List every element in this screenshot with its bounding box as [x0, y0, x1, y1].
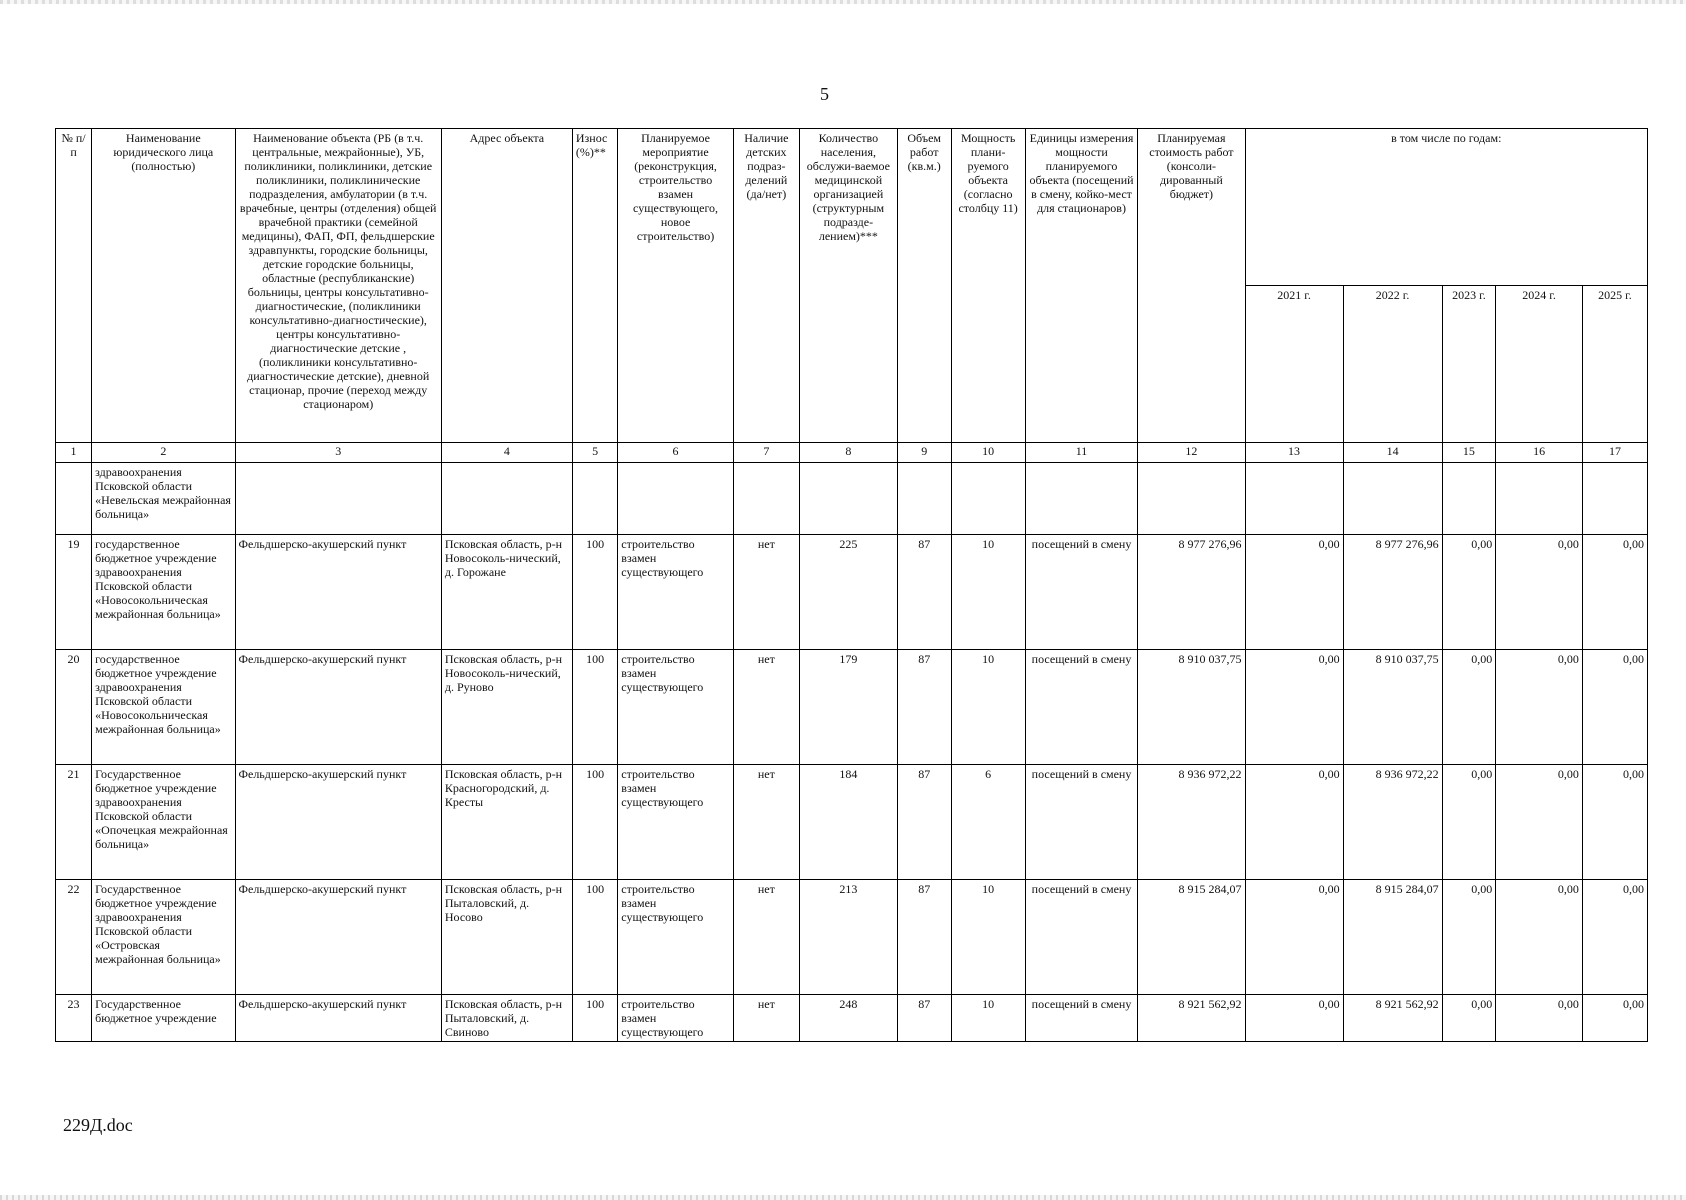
header-year-2022: 2022 г. — [1343, 286, 1442, 443]
cost-2021: 0,00 — [1245, 650, 1343, 765]
header-row — [56, 129, 1648, 286]
object-name: Фельдшерско-акушерский пункт — [235, 880, 441, 995]
children-units: нет — [733, 650, 799, 765]
row-index: 19 — [56, 535, 92, 650]
population-served: 225 — [799, 535, 897, 650]
cost-2025: 0,00 — [1582, 535, 1647, 650]
header-year-2024: 2024 г. — [1496, 286, 1583, 443]
column-number: 10 — [951, 443, 1025, 463]
planned-event: строительство взамен существующего — [618, 995, 734, 1042]
column-number: 8 — [799, 443, 897, 463]
column-number-row — [56, 443, 1648, 463]
work-volume: 87 — [897, 765, 951, 880]
entity-name: Государственное бюджетное учреждение здравоохранения Псковской области «Опочецкая межрайонная больница» — [92, 765, 235, 880]
cost-2024: 0,00 — [1496, 535, 1583, 650]
capacity: 10 — [951, 880, 1025, 995]
entity-name: Государственное бюджетное учреждение здравоохранения Псковской области «Островская межрайонная больница» — [92, 880, 235, 995]
cost-2022: 8 936 972,22 — [1343, 765, 1442, 880]
column-number: 16 — [1496, 443, 1583, 463]
header-capacity: Мощность плани-руемого объекта (согласно столбцу 11) — [951, 129, 1025, 443]
capacity: 6 — [951, 765, 1025, 880]
table-row — [56, 535, 1648, 650]
continuation-row — [56, 463, 1648, 535]
planned-event: строительство взамен существующего — [618, 535, 734, 650]
object-address: Псковская область, р-н Новосоколь-нический, д. Руново — [441, 650, 572, 765]
header-years-group: в том числе по годам: — [1245, 129, 1647, 286]
header-wear: Износ (%)** — [572, 129, 617, 443]
planned-cost: 8 977 276,96 — [1138, 535, 1245, 650]
scan-edge-bottom — [0, 1195, 1686, 1200]
table-row — [56, 995, 1648, 1042]
cost-2023: 0,00 — [1442, 765, 1496, 880]
header-year-2021: 2021 г. — [1245, 286, 1343, 443]
cost-2023: 0,00 — [1442, 880, 1496, 995]
planned-cost: 8 936 972,22 — [1138, 765, 1245, 880]
work-volume: 87 — [897, 995, 951, 1042]
cost-2024: 0,00 — [1496, 650, 1583, 765]
cost-2024: 0,00 — [1496, 880, 1583, 995]
column-number: 1 — [56, 443, 92, 463]
column-number: 3 — [235, 443, 441, 463]
table-row — [56, 765, 1648, 880]
column-number: 6 — [618, 443, 734, 463]
cost-2023: 0,00 — [1442, 995, 1496, 1042]
header-index: № п/п — [56, 129, 92, 443]
column-number: 15 — [1442, 443, 1496, 463]
cost-2021: 0,00 — [1245, 995, 1343, 1042]
wear-percent: 100 — [572, 535, 617, 650]
object-name: Фельдшерско-акушерский пункт — [235, 765, 441, 880]
planned-cost: 8 910 037,75 — [1138, 650, 1245, 765]
header-event: Планируемое мероприятие (реконструкция, строительство взамен существующего, новое строительство) — [618, 129, 734, 443]
column-number: 4 — [441, 443, 572, 463]
footer-filename: 229Д.doc — [63, 1115, 133, 1135]
object-name: Фельдшерско-акушерский пункт — [235, 650, 441, 765]
capacity: 10 — [951, 650, 1025, 765]
cost-2021: 0,00 — [1245, 535, 1343, 650]
cost-2025: 0,00 — [1582, 650, 1647, 765]
header-volume: Объем работ (кв.м.) — [897, 129, 951, 443]
object-address: Псковская область, р-н Красногородский, д. Кресты — [441, 765, 572, 880]
capacity-unit: посещений в смену — [1025, 535, 1137, 650]
entity-name: Государственное бюджетное учреждение — [92, 995, 235, 1042]
page-number: 5 — [820, 84, 829, 104]
cost-2024: 0,00 — [1496, 995, 1583, 1042]
population-served: 184 — [799, 765, 897, 880]
cost-2021: 0,00 — [1245, 765, 1343, 880]
planned-cost: 8 915 284,07 — [1138, 880, 1245, 995]
cost-2024: 0,00 — [1496, 765, 1583, 880]
cost-2021: 0,00 — [1245, 880, 1343, 995]
table-row — [56, 880, 1648, 995]
row-index: 20 — [56, 650, 92, 765]
planned-event: строительство взамен существующего — [618, 880, 734, 995]
header-cost: Планируемая стоимость работ (консоли-дированный бюджет) — [1138, 129, 1245, 443]
column-number: 12 — [1138, 443, 1245, 463]
scan-edge-top — [0, 0, 1686, 4]
header-children: Наличие детских подраз-делений (да/нет) — [733, 129, 799, 443]
table-row — [56, 650, 1648, 765]
planned-event: строительство взамен существующего — [618, 650, 734, 765]
cost-2022: 8 910 037,75 — [1343, 650, 1442, 765]
object-name: Фельдшерско-акушерский пункт — [235, 995, 441, 1042]
population-served: 179 — [799, 650, 897, 765]
column-number: 9 — [897, 443, 951, 463]
wear-percent: 100 — [572, 765, 617, 880]
row-index: 22 — [56, 880, 92, 995]
cost-2025: 0,00 — [1582, 995, 1647, 1042]
continuation-entity: здравоохранения Псковской области «Невельская межрайонная больница» — [92, 463, 235, 535]
object-address: Псковская область, р-н Новосоколь-нический, д. Горожане — [441, 535, 572, 650]
object-address: Псковская область, р-н Пыталовский, д. Носово — [441, 880, 572, 995]
column-number: 2 — [92, 443, 235, 463]
header-address: Адрес объекта — [441, 129, 572, 443]
capacity: 10 — [951, 995, 1025, 1042]
object-address: Псковская область, р-н Пыталовский, д. Свиново — [441, 995, 572, 1042]
children-units: нет — [733, 995, 799, 1042]
object-name: Фельдшерско-акушерский пункт — [235, 535, 441, 650]
wear-percent: 100 — [572, 995, 617, 1042]
cost-2025: 0,00 — [1582, 765, 1647, 880]
cost-2025: 0,00 — [1582, 880, 1647, 995]
capacity-unit: посещений в смену — [1025, 765, 1137, 880]
investment-table — [55, 128, 1648, 1042]
header-year-2025: 2025 г. — [1582, 286, 1647, 443]
cost-2022: 8 977 276,96 — [1343, 535, 1442, 650]
row-index: 23 — [56, 995, 92, 1042]
work-volume: 87 — [897, 880, 951, 995]
header-year-2023: 2023 г. — [1442, 286, 1496, 443]
capacity-unit: посещений в смену — [1025, 995, 1137, 1042]
cost-2023: 0,00 — [1442, 535, 1496, 650]
header-population: Количество населения, обслужи-ваемое медицинской организацией (структурным подразде-лением)*** — [799, 129, 897, 443]
column-number: 14 — [1343, 443, 1442, 463]
children-units: нет — [733, 535, 799, 650]
cost-2022: 8 921 562,92 — [1343, 995, 1442, 1042]
cost-2022: 8 915 284,07 — [1343, 880, 1442, 995]
column-number: 7 — [733, 443, 799, 463]
children-units: нет — [733, 880, 799, 995]
row-index: 21 — [56, 765, 92, 880]
capacity-unit: посещений в смену — [1025, 650, 1137, 765]
planned-cost: 8 921 562,92 — [1138, 995, 1245, 1042]
column-number: 11 — [1025, 443, 1137, 463]
planned-event: строительство взамен существующего — [618, 765, 734, 880]
wear-percent: 100 — [572, 880, 617, 995]
work-volume: 87 — [897, 650, 951, 765]
entity-name: государственное бюджетное учреждение здравоохранения Псковской области «Новосокольническая межрайонная больница» — [92, 650, 235, 765]
wear-percent: 100 — [572, 650, 617, 765]
population-served: 248 — [799, 995, 897, 1042]
entity-name: государственное бюджетное учреждение здравоохранения Псковской области «Новосокольническая межрайонная больница» — [92, 535, 235, 650]
capacity: 10 — [951, 535, 1025, 650]
header-entity: Наименование юридического лица (полностью) — [92, 129, 235, 443]
header-unit: Единицы измерения мощности планируемого объекта (посещений в смену, койко-мест для стационаров) — [1025, 129, 1137, 443]
children-units: нет — [733, 765, 799, 880]
header-object: Наименование объекта (РБ (в т.ч. центральные, межрайонные), УБ, поликлиники, поликлиники, детские поликлиники, поликлинические подразделения, амбулатории (в т.ч. врачебные, центры (отделения) общей врачебной практики (семейной медицины), ФАП, ФП, фельдшерские здравпункты, городские больницы, детские городские больницы, областные (республиканские) больницы, центры консультативно-диагностические, (поликлиники консультативно-диагностические), центры консультативно-диагностические детские , (поликлиники консультативно-диагностические детские), дневной стационар, прочие (переход между стационаром) — [235, 129, 441, 443]
population-served: 213 — [799, 880, 897, 995]
column-number: 17 — [1582, 443, 1647, 463]
capacity-unit: посещений в смену — [1025, 880, 1137, 995]
work-volume: 87 — [897, 535, 951, 650]
column-number: 13 — [1245, 443, 1343, 463]
cost-2023: 0,00 — [1442, 650, 1496, 765]
data-rows — [56, 535, 1648, 1042]
column-number: 5 — [572, 443, 617, 463]
